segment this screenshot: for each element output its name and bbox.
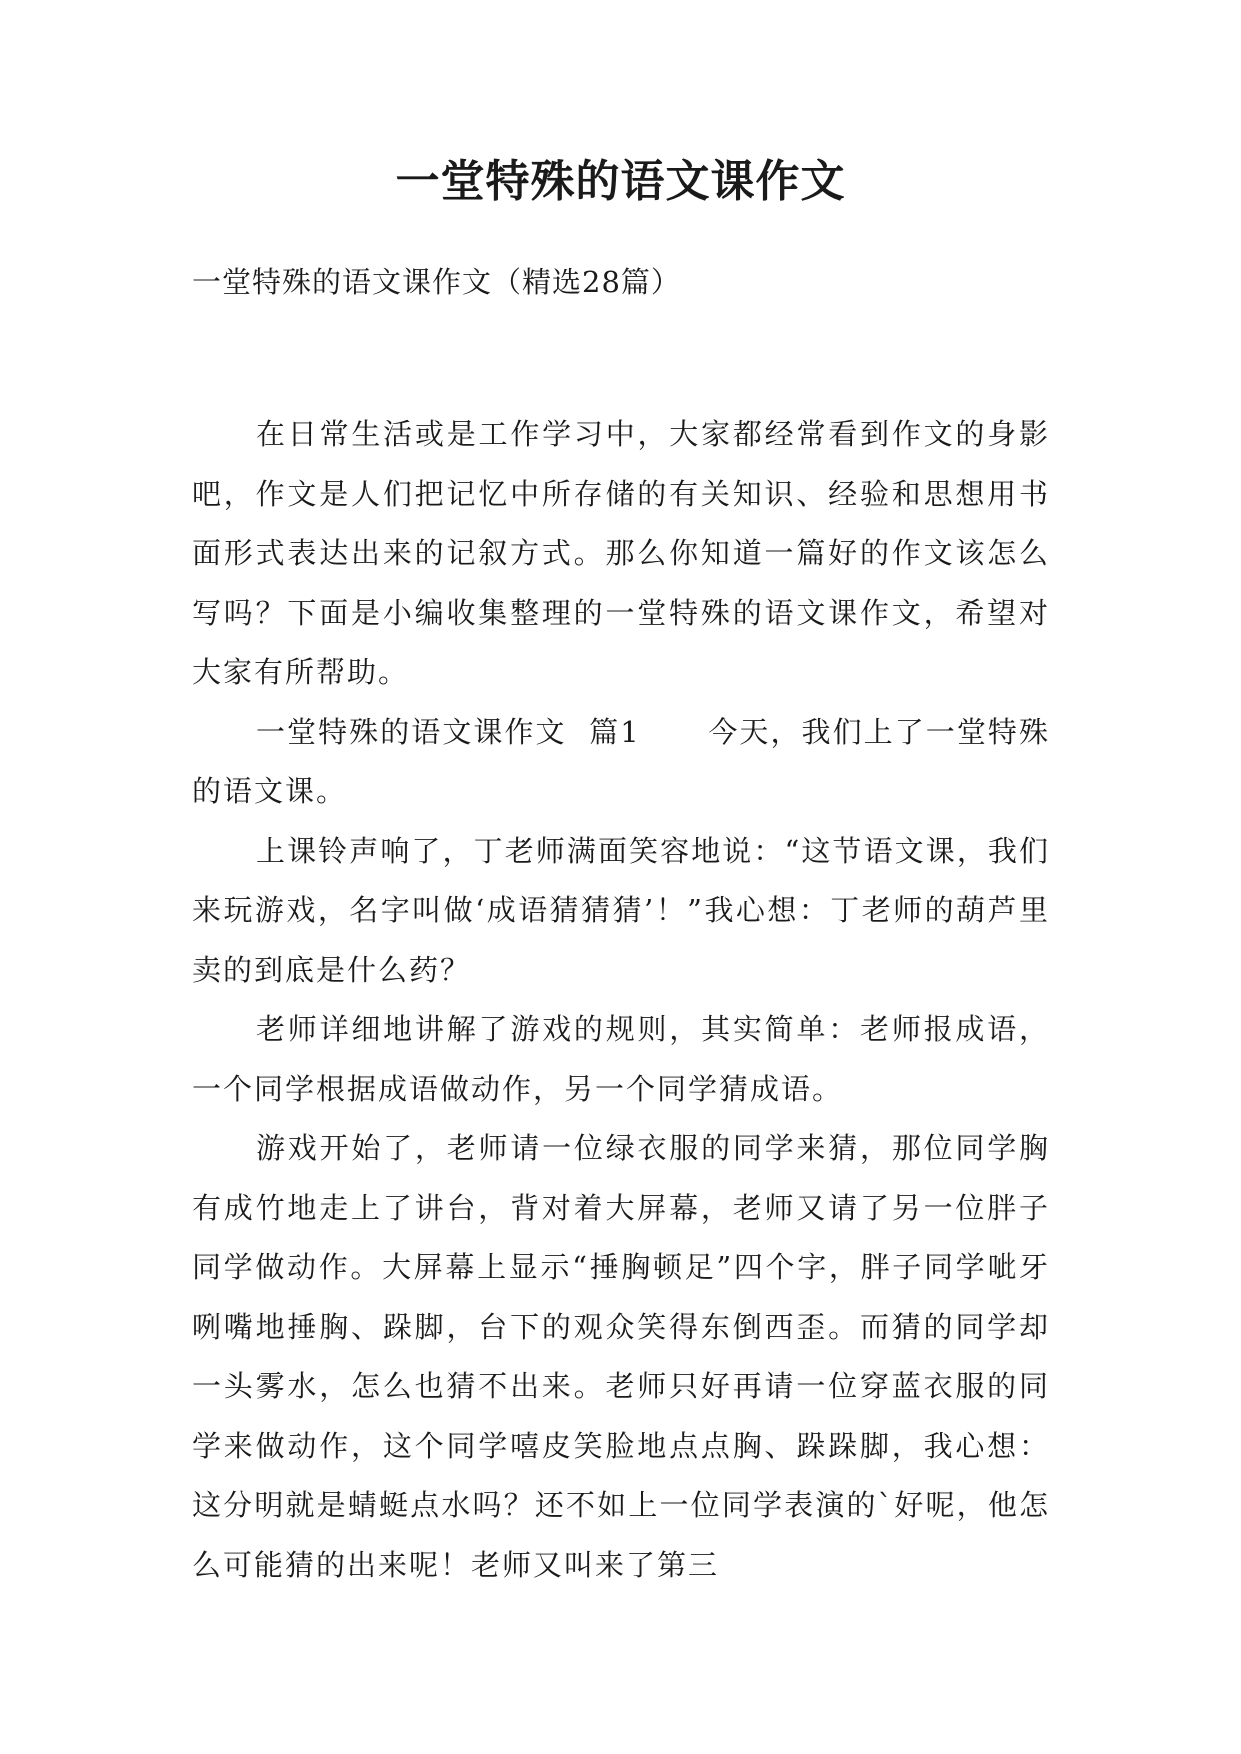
- document-subtitle: 一堂特殊的语文课作文（精选28篇）: [192, 265, 681, 299]
- document-title: 一堂特殊的语文课作文: [395, 156, 846, 207]
- body-paragraph: 游戏开始了，老师请一位绿衣服的同学来猜，那位同学胸有成竹地走上了讲台，背对着大屏幕，老师又请了另一位胖子同学做动作。大屏幕上显示“捶胸顿足”四个字，胖子同学呲牙咧嘴地捶胸、跺脚，台下的观众笑得东倒西歪。而猜的同学却一头雾水，怎么也猜不出来。老师只好再请一位穿蓝衣服的同学来做动作，这个同学嘻皮笑脸地点点胸、跺跺脚，我心想：这分明就是蜻蜓点水吗？还不如上一位同学表演的`好呢，他怎么可能猜的出来呢！老师又叫来了第三: [192, 1131, 1050, 1582]
- body-paragraph: 老师详细地讲解了游戏的规则，其实简单：老师报成语，一个同学根据成语做动作，另一个同学猜成语。: [192, 1012, 1050, 1106]
- body-paragraph: 上课铃声响了，丁老师满面笑容地说：“这节语文课，我们来玩游戏，名字叫做‘成语猜猜猜’！”我心想：丁老师的葫芦里卖的到底是什么药？: [192, 833, 1050, 987]
- document-body: [192, 405, 1050, 1595]
- essay-1-heading-paragraph: 一堂特殊的语文课作文 篇1 今天，我们上了一堂特殊的语文课。: [192, 714, 1050, 808]
- intro-paragraph: 在日常生活或是工作学习中，大家都经常看到作文的身影吧，作文是人们把记忆中所存储的有关知识、经验和思想用书面形式表达出来的记叙方式。那么你知道一篇好的作文该怎么写吗？下面是小编收集整理的一堂特殊的语文课作文，希望对大家有所帮助。: [192, 417, 1050, 689]
